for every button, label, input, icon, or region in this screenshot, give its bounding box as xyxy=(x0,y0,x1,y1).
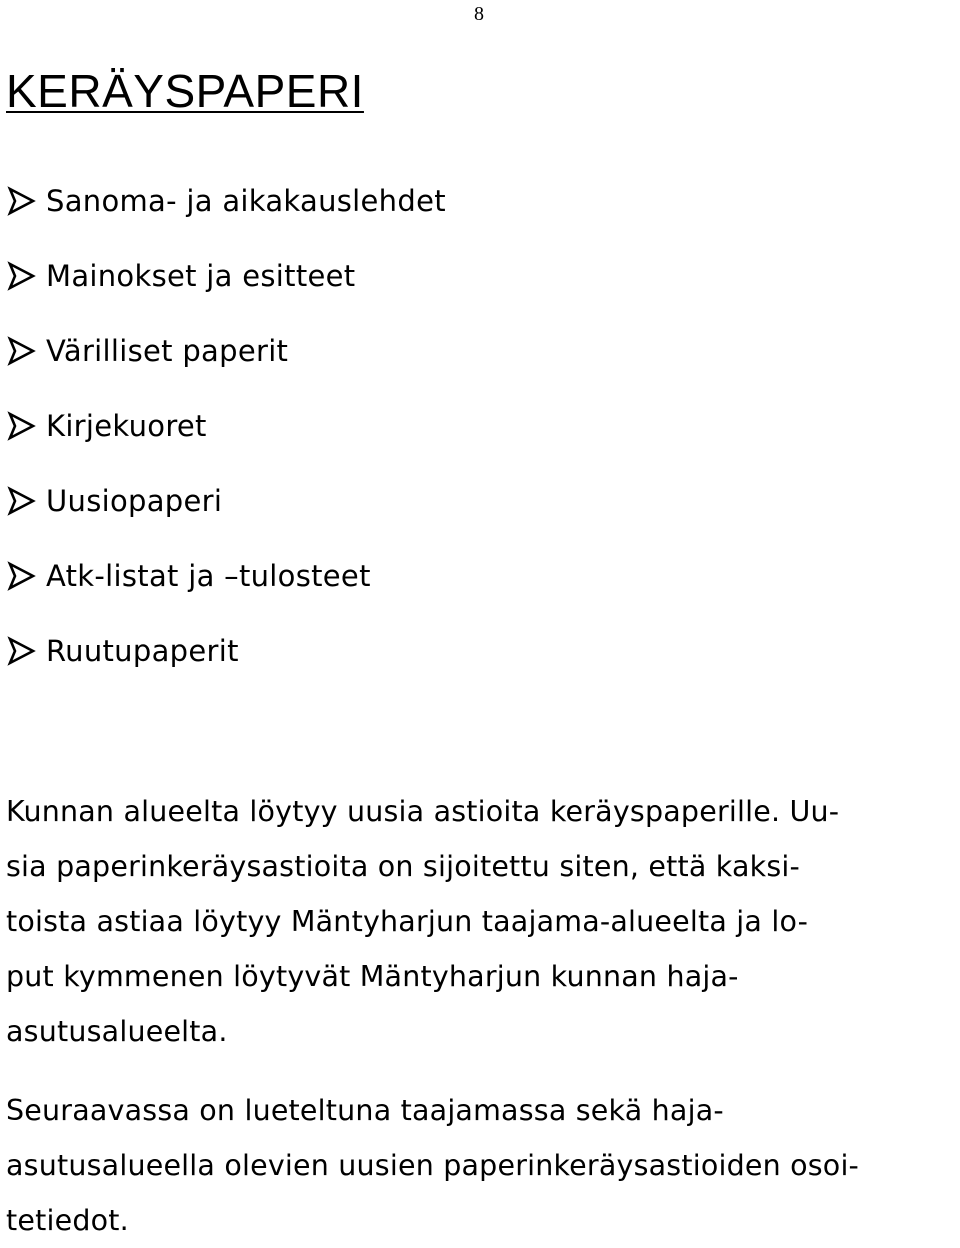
list-item xyxy=(6,463,446,538)
arrowhead-bullet-icon xyxy=(6,261,46,291)
list-item-label: Kirjekuoret xyxy=(46,408,207,443)
paragraph-new-containers xyxy=(6,784,956,1059)
paragraph-line: put kymmenen löytyvät Mäntyharjun kunnan haja- xyxy=(6,960,739,993)
paragraph-line: Kunnan alueelta löytyy uusia astioita keräyspaperille. Uu- xyxy=(6,795,840,828)
arrowhead-bullet-icon xyxy=(6,561,46,591)
arrowhead-bullet-icon xyxy=(6,636,46,666)
list-item-label: Uusiopaperi xyxy=(46,483,223,518)
paragraph-address-intro xyxy=(6,1083,956,1248)
list-item xyxy=(6,388,446,463)
paragraph-line: Seuraavassa on lueteltuna taajamassa sekä haja- xyxy=(6,1094,724,1127)
list-item-label: Atk-listat ja –tulosteet xyxy=(46,558,371,593)
arrowhead-bullet-icon xyxy=(6,486,46,516)
arrowhead-bullet-icon xyxy=(6,411,46,441)
list-item-label: Sanoma- ja aikakauslehdet xyxy=(46,183,446,218)
list-item-label: Mainokset ja esitteet xyxy=(46,258,356,293)
list-item xyxy=(6,238,446,313)
list-item xyxy=(6,313,446,388)
list-item xyxy=(6,613,446,688)
paragraph-line: asutusalueelta. xyxy=(6,1015,228,1048)
list-item-label: Värilliset paperit xyxy=(46,333,289,368)
paragraph-line: asutusalueella olevien uusien paperinkeräysastioiden osoi- xyxy=(6,1149,860,1182)
list-item xyxy=(6,538,446,613)
arrowhead-bullet-icon xyxy=(6,186,46,216)
list-item-label: Ruutupaperit xyxy=(46,633,239,668)
bullet-list xyxy=(6,163,446,688)
paragraph-line: sia paperinkeräysastioita on sijoitettu siten, että kaksi- xyxy=(6,850,801,883)
arrowhead-bullet-icon xyxy=(6,336,46,366)
list-item xyxy=(6,163,446,238)
page-number: 8 xyxy=(474,3,484,25)
page-title: KERÄYSPAPERI xyxy=(6,65,364,117)
paragraph-line: tetiedot. xyxy=(6,1204,129,1237)
paragraph-line: toista astiaa löytyy Mäntyharjun taajama-alueelta ja lo- xyxy=(6,905,809,938)
